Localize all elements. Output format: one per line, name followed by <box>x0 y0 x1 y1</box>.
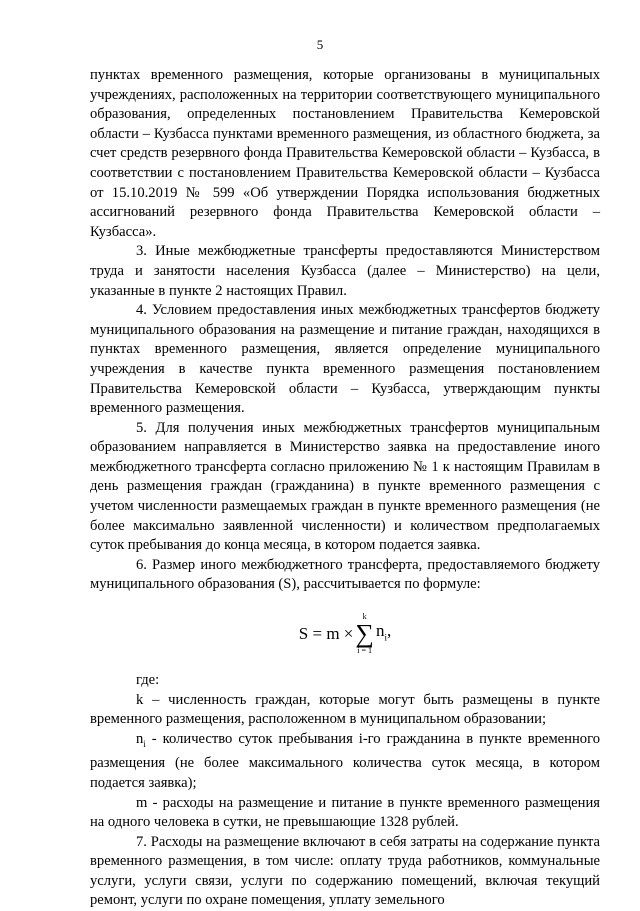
paragraph-3: 3. Иные межбюджетные трансферты предоставляются Министерством труда и занятости населения Кузбасса (далее – Министерство) на цели, указанные в пункте 2 настоящих Правил. <box>90 243 600 299</box>
definition-n-symbol: n <box>136 730 144 747</box>
term-subscript: i <box>384 631 387 642</box>
formula-term <box>376 621 391 648</box>
document-body <box>90 66 600 911</box>
paragraph-4: 4. Условием предоставления иных межбюджетных трансфертов бюджету муниципального образования на размещение и питание граждан, находящихся в пунктах временного размещения, является определение муниципального учреждения в качестве пункта временного размещения постановлением Правительства Кемеровской области – Кузбасса, утверждающим пункты временного размещения. <box>90 302 600 417</box>
formula-lhs: S = m × <box>298 624 354 644</box>
paragraph-continuation: пунктах временного размещения, которые организованы в муниципальных учреждениях, расположенных на территории соответствующего муниципального образования, определенных постановлением Правительства Кемеровской области – Кузбасса пунктами временного размещения, из областного бюджета, за счет средств резервного фонда Правительства Кемеровской области – Кузбасса, в соответствии с постановлением Правительства Кемеровской области – Кузбасса от 15.10.2019 № 599 «Об утверждении Порядка использования бюджетных ассигнований резервного фонда Правительства Кемеровской области – Кузбасса». <box>90 67 600 240</box>
definition-n-text: - количество суток пребывания i-го гражданина в пункте временного размещения (не более максимального количества суток месяца, в котором подается заявка); <box>90 730 600 791</box>
formula <box>90 599 600 669</box>
where-label: где: <box>136 672 160 689</box>
sum-upper-limit: k <box>362 612 367 622</box>
term-symbol: n <box>375 620 385 640</box>
sum-lower-limit: i = 1 <box>357 646 373 656</box>
formula-tail: , <box>386 620 392 640</box>
definition-n-subscript: i <box>143 738 146 749</box>
definition-m: m - расходы на размещение и питание в пункте временного размещения на одного человека в сутки, не превышающие 1328 рублей. <box>90 794 600 831</box>
definition-n <box>90 730 600 794</box>
page-number: 5 <box>316 37 324 52</box>
paragraph-6: 6. Размер иного межбюджетного трансферта, предоставляемого бюджету муниципального образования (S), рассчитывается по формуле: <box>90 556 600 593</box>
definition-k: k – численность граждан, которые могут быть размещены в пункте временного размещения, расположенном в муниципальном образовании; <box>90 691 600 728</box>
paragraph-5: 5. Для получения иных межбюджетных трансфертов муниципальным образованием направляется в Министерство заявка на предоставление иного межбюджетного трансферта согласно приложению № 1 к настоящим Правилам в день размещения граждан (гражданина) в пункте временного размещения с учетом численности размещаемых граждан в пункте временного размещения (не более максимально заявленной численности) и количеством предполагаемых суток пребывания до конца месяца, в котором подается заявка. <box>90 419 600 554</box>
sum-operator <box>355 613 374 655</box>
sum-sign: ∑ <box>355 619 374 649</box>
paragraph-7: 7. Расходы на размещение включают в себя затраты на содержание пункта временного размещения, в том числе: оплату труда работников, коммунальные услуги, услуги связи, услуги по содержанию помещений, включая текущий ремонт, услуги по охране помещения, уплату земельного <box>90 833 600 909</box>
